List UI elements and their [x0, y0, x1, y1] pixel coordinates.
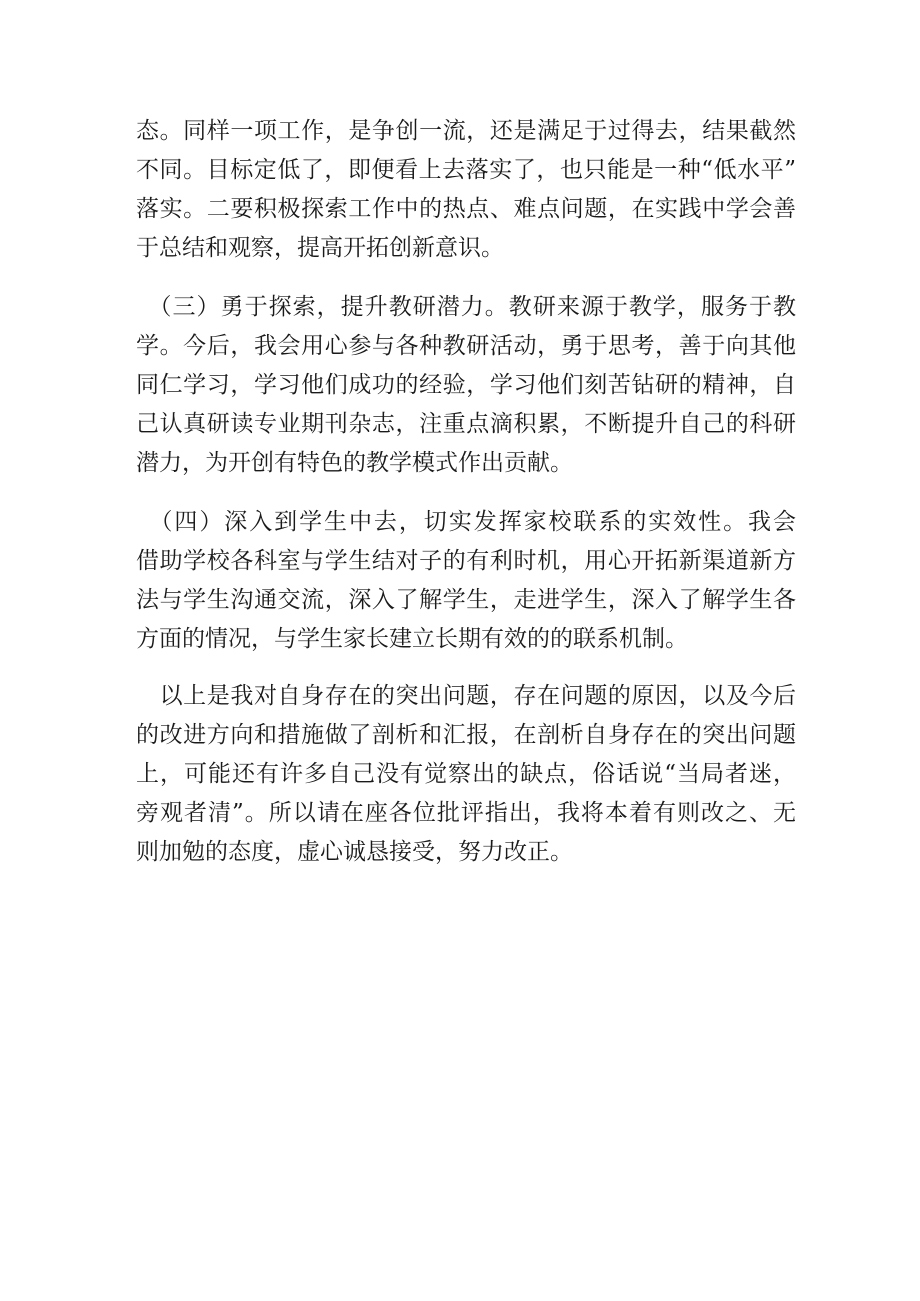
text-line: 以上是我对自身存在的突出问题，存在问题的原因，以及今后 [136, 683, 796, 709]
text-line: 落实。二要积极探索工作中的热点、难点问题，在实践中学会善 [136, 196, 796, 222]
paragraph-spacer [136, 268, 796, 288]
paragraph-2 [136, 288, 796, 483]
text-line: 借助学校各科室与学生结对子的有利时机，用心开拓新渠道新方 [136, 548, 796, 574]
text-line: 同仁学习，学习他们成功的经验，学习他们刻苦钻研的精神，自 [136, 372, 796, 398]
text-line: 则加勉的态度，虚心诚恳接受，努力改正。 [136, 839, 573, 865]
paragraph-1 [136, 112, 796, 268]
paragraph-spacer [136, 659, 796, 677]
text-line: （四）深入到学生中去，切实发挥家校联系的实效性。我会 [136, 509, 796, 535]
text-line: 上，可能还有许多自己没有觉察出的缺点，俗话说“当局者迷， [136, 761, 796, 787]
text-line: 态。同样一项工作，是争创一流，还是满足于过得去，结果截然 [136, 118, 796, 144]
text-line: 学。今后，我会用心参与各种教研活动，勇于思考，善于向其他 [136, 333, 796, 359]
paragraph-spacer [136, 483, 796, 503]
text-line: 方面的情况，与学生家长建立长期有效的的联系机制。 [136, 626, 688, 652]
paragraph-4 [136, 677, 796, 872]
text-line: （三）勇于探索，提升教研潜力。教研来源于教学，服务于教 [136, 294, 796, 320]
text-line: 己认真研读专业期刊杂志，注重点滴积累，不断提升自己的科研 [136, 411, 796, 437]
paragraph-3 [136, 503, 796, 659]
text-line: 潜力，为开创有特色的教学模式作出贡献。 [136, 450, 573, 476]
text-line: 法与学生沟通交流，深入了解学生，走进学生，深入了解学生各 [136, 587, 796, 613]
text-line: 旁观者清”。所以请在座各位批评指出，我将本着有则改之、无 [136, 800, 796, 826]
document-body [136, 112, 796, 872]
text-line: 的改进方向和措施做了剖析和汇报，在剖析自身存在的突出问题 [136, 722, 796, 748]
text-line: 不同。目标定低了，即便看上去落实了，也只能是一种“低水平” [136, 157, 796, 183]
text-line: 于总结和观察，提高开拓创新意识。 [136, 235, 504, 261]
